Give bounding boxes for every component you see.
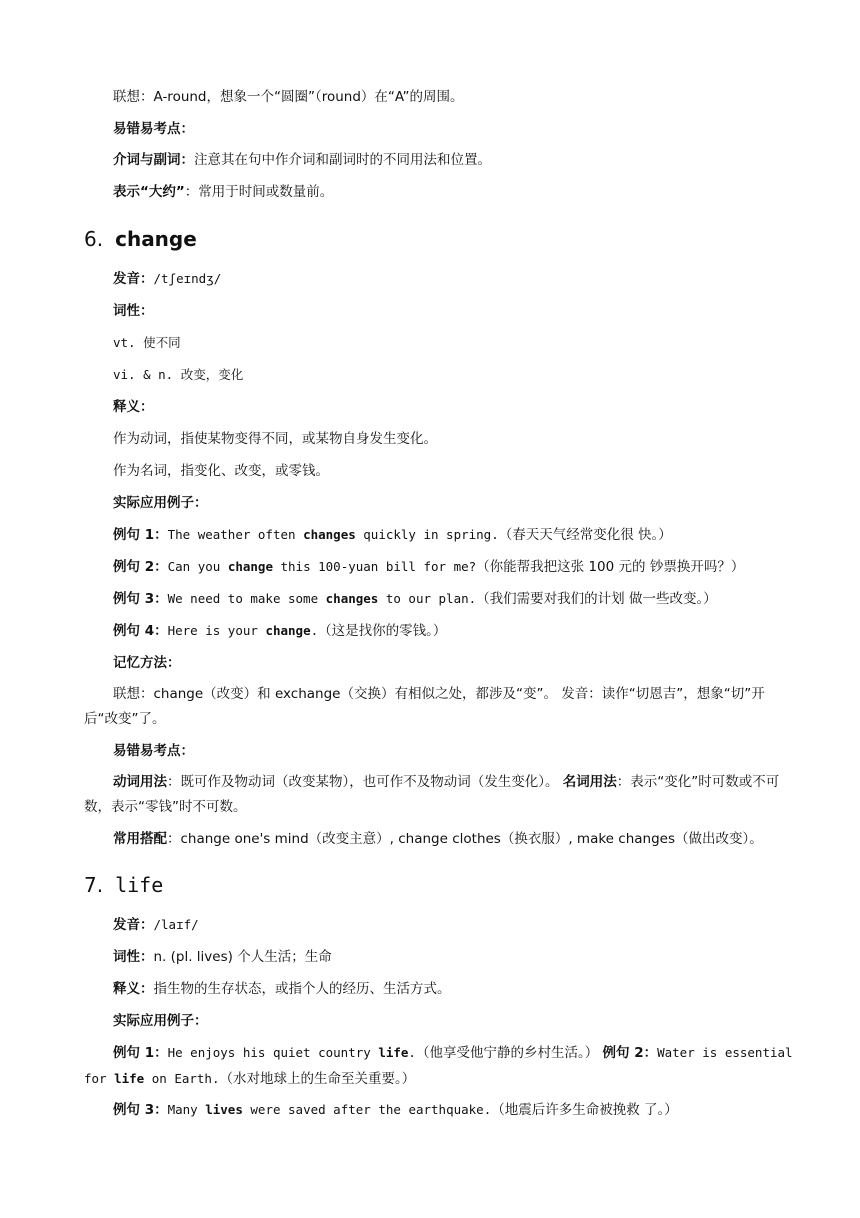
pos-label: 词性： — [113, 303, 154, 319]
example-translation: （水对地球上的生命至关重要。） — [219, 1071, 416, 1087]
collocation-label: 常用搭配 — [113, 831, 167, 847]
entry-heading-life — [84, 872, 163, 898]
pronunciation-value: /tʃeɪndʒ/ — [153, 271, 222, 286]
memory-label: 记忆方法： — [113, 655, 181, 671]
example-translation: （地震后许多生命被挽救 了。） — [491, 1102, 678, 1118]
example-label: 例句 1： — [113, 527, 168, 543]
example-keyword: change — [265, 623, 311, 638]
example-text: . — [310, 623, 319, 638]
approx-label: 表示“大约” — [113, 184, 185, 200]
entry-number: 7. — [84, 873, 104, 897]
example-keyword: changes — [303, 527, 356, 542]
example-translation: （他享受他宁静的乡村生活。） — [415, 1045, 599, 1061]
example-text: Can you — [167, 559, 228, 574]
verb-usage-text: ：既可作及物动词（改变某物），也可作不及物动词（发生变化）。 — [167, 774, 559, 790]
meaning-label: 释义： — [113, 399, 154, 415]
example-3 — [113, 1101, 813, 1119]
pronunciation-value: /laɪf/ — [153, 917, 199, 932]
pronunciation-line — [113, 916, 813, 934]
example-translation: （你能帮我把这张 100 元的 钞票换开吗？） — [476, 559, 745, 575]
example-keyword: change — [227, 559, 273, 574]
example-keyword: changes — [325, 591, 379, 606]
example-translation: （春天天气经常变化很 快。） — [498, 527, 672, 543]
association-text: 联想：A-round，想象一个“圆圈”（round）在“A”的周围。 — [113, 89, 464, 105]
example-3 — [113, 590, 813, 608]
noun-usage-text: ：表示“变化”时可数或不可数，表示“零钱”时不可数。 — [84, 774, 780, 815]
pronunciation-label: 发音： — [113, 271, 154, 287]
meaning-line — [113, 980, 813, 998]
example-text: Here is your — [167, 623, 266, 638]
prep-adv-text: 注意其在句中作介词和副词时的不同用法和位置。 — [194, 152, 491, 168]
meaning-text: 指生物的生存状态，或指个人的经历、生活方式。 — [153, 981, 451, 997]
memory-text: 联想：change（改变）和 exchange（交换）有相似之处，都涉及“变”。 发音：读作“切恩吉”，想象“切”开后“改变”了。 — [84, 686, 765, 727]
example-keyword: life — [114, 1071, 145, 1086]
example-translation: （这是找你的零钱。） — [318, 623, 447, 639]
pos-vi-text: vi. & n. 改变，变化 — [113, 367, 244, 382]
example-1 — [113, 526, 813, 544]
example-4 — [113, 622, 813, 640]
example-label: 例句 1： — [113, 1045, 168, 1061]
pitfalls-title: 易错易考点： — [113, 743, 194, 759]
example-label: 例句 2： — [602, 1045, 658, 1061]
noun-usage-label: 名词用法 — [562, 774, 617, 790]
entry-heading-change — [84, 226, 197, 252]
example-text: He enjoys his quiet country — [167, 1045, 379, 1060]
pos-vt — [113, 334, 813, 352]
pos-line — [113, 948, 813, 966]
entry-word: change — [115, 227, 197, 251]
example-text: to our plan. — [378, 591, 477, 606]
example-text: . — [408, 1045, 416, 1060]
example-label: 例句 3： — [113, 1102, 168, 1118]
prep-adv-line — [113, 151, 813, 169]
example-text: this 100-yuan bill for me? — [272, 559, 477, 574]
pronunciation-label: 发音： — [113, 917, 154, 933]
pos-value: n. (pl. lives) 个人生活；生命 — [153, 949, 332, 965]
pos-vi — [113, 366, 813, 384]
example-keyword: life — [378, 1045, 409, 1060]
example-1-2 — [84, 1040, 796, 1092]
example-text: Water is essential for — [84, 1045, 793, 1086]
usage-paragraph — [84, 770, 796, 820]
meaning-2: 作为名词，指变化、改变，或零钱。 — [113, 463, 329, 479]
meaning-1: 作为动词，指使某物变得不同，或某物自身发生变化。 — [113, 431, 437, 447]
example-text: We need to make some — [167, 591, 326, 606]
approx-text: ：常用于时间或数量前。 — [184, 184, 334, 200]
example-text: Many — [167, 1102, 206, 1117]
approx-line — [113, 183, 813, 201]
examples-label: 实际应用例子： — [113, 495, 208, 511]
pos-vt-text: vt. 使不同 — [113, 335, 181, 350]
entry-number: 6. — [84, 227, 104, 251]
collocation-text: ：change one's mind（改变主意）, change clothes（换衣服）, make changes（做出改变）。 — [167, 831, 763, 847]
pos-label: 词性： — [113, 949, 154, 965]
example-label: 例句 4： — [113, 623, 168, 639]
entry-word: life — [115, 873, 164, 897]
pitfalls-title: 易错易考点： — [113, 121, 194, 137]
meaning-label: 释义： — [113, 981, 154, 997]
example-text: were saved after the earthquake. — [242, 1102, 492, 1117]
examples-label: 实际应用例子： — [113, 1013, 208, 1029]
collocation-line — [113, 830, 813, 848]
example-translation: （我们需要对我们的计划 做一些改变。） — [476, 591, 717, 607]
example-2 — [113, 558, 813, 576]
prep-adv-label: 介词与副词： — [113, 152, 194, 168]
association-line — [113, 88, 813, 106]
example-text: The weather often — [167, 527, 304, 542]
example-text: quickly in spring. — [355, 527, 499, 542]
verb-usage-label: 动词用法 — [113, 774, 167, 790]
example-label: 例句 3： — [113, 591, 168, 607]
pronunciation-line — [113, 270, 813, 288]
example-keyword: lives — [205, 1102, 243, 1117]
example-text: on Earth. — [144, 1071, 220, 1086]
example-label: 例句 2： — [113, 559, 168, 575]
